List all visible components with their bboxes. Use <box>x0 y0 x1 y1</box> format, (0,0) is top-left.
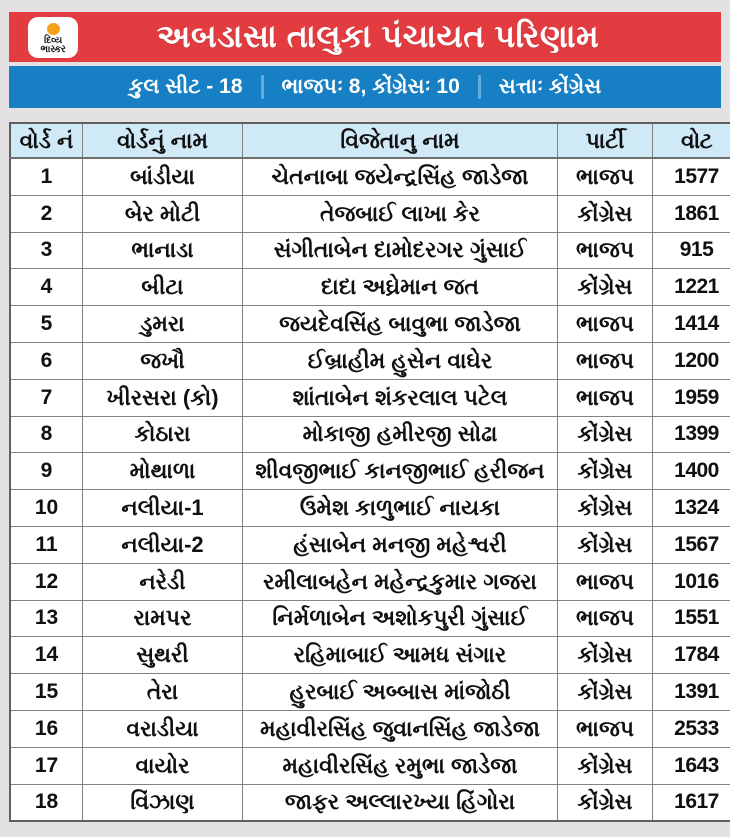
ward-name-cell: વિંઝાણ <box>83 784 243 821</box>
votes-cell: 1200 <box>653 342 730 379</box>
party-cell: કોંગ્રેસ <box>558 416 653 453</box>
table-row <box>10 784 730 821</box>
divider <box>478 75 481 99</box>
sun-icon <box>47 23 60 35</box>
winner-name-cell: નિર્મળાબેન અશોકપુરી ગુંસાઈ <box>243 600 558 637</box>
party-cell: ભાજપ <box>558 379 653 416</box>
party-cell: કોંગ્રેસ <box>558 784 653 821</box>
ward-number-cell: 11 <box>10 526 83 563</box>
table-row <box>10 674 730 711</box>
ward-number-cell: 2 <box>10 195 83 232</box>
votes-cell: 1399 <box>653 416 730 453</box>
votes-cell: 1400 <box>653 453 730 490</box>
party-cell: કોંગ્રેસ <box>558 637 653 674</box>
table-row <box>10 747 730 784</box>
ward-name-cell: મોથાળા <box>83 453 243 490</box>
party-cell: કોંગ્રેસ <box>558 195 653 232</box>
winner-name-cell: રમીલાબહેન મહેન્દ્રકુમાર ગજરા <box>243 563 558 600</box>
votes-cell: 1567 <box>653 526 730 563</box>
ward-name-cell: નલીયા-2 <box>83 526 243 563</box>
col-header-votes: વોટ <box>653 123 730 158</box>
party-cell: ભાજપ <box>558 600 653 637</box>
votes-cell: 1016 <box>653 563 730 600</box>
votes-cell: 1577 <box>653 158 730 195</box>
winner-name-cell: હુરબાઈ અબ્બાસ માંજોઠી <box>243 674 558 711</box>
table-row <box>10 710 730 747</box>
table-row <box>10 526 730 563</box>
ward-number-cell: 18 <box>10 784 83 821</box>
party-cell: કોંગ્રેસ <box>558 526 653 563</box>
col-header-party: પાર્ટી <box>558 123 653 158</box>
table-row <box>10 453 730 490</box>
votes-cell: 1221 <box>653 269 730 306</box>
ward-number-cell: 12 <box>10 563 83 600</box>
ward-number-cell: 15 <box>10 674 83 711</box>
votes-cell: 1643 <box>653 747 730 784</box>
infographic <box>9 12 721 822</box>
winner-name-cell: ઈબ્રાહીમ હુસેન વાઘેર <box>243 342 558 379</box>
table-row <box>10 269 730 306</box>
winner-name-cell: મહાવીરસિંહ રમુભા જાડેજા <box>243 747 558 784</box>
ward-number-cell: 10 <box>10 490 83 527</box>
ward-name-cell: ભાનાડા <box>83 232 243 269</box>
winner-name-cell: રહિમાબાઈ આમધ સંગાર <box>243 637 558 674</box>
ward-name-cell: વાયોર <box>83 747 243 784</box>
ward-number-cell: 5 <box>10 306 83 343</box>
logo-text-line2: ભાસ્કર <box>40 44 66 55</box>
winner-name-cell: દાદા અઘ્રેમાન જત <box>243 269 558 306</box>
votes-cell: 1391 <box>653 674 730 711</box>
winner-name-cell: તેજબાઈ લાખા કેર <box>243 195 558 232</box>
party-cell: કોંગ્રેસ <box>558 269 653 306</box>
party-cell: કોંગ્રેસ <box>558 453 653 490</box>
party-cell: કોંગ્રેસ <box>558 747 653 784</box>
votes-cell: 2533 <box>653 710 730 747</box>
ward-number-cell: 8 <box>10 416 83 453</box>
votes-cell: 1414 <box>653 306 730 343</box>
ward-number-cell: 6 <box>10 342 83 379</box>
ward-number-cell: 7 <box>10 379 83 416</box>
ward-number-cell: 16 <box>10 710 83 747</box>
votes-cell: 1861 <box>653 195 730 232</box>
table-row <box>10 600 730 637</box>
total-seats-label: કુલ સીટ - 18 <box>128 75 243 98</box>
table-row <box>10 379 730 416</box>
ward-name-cell: સુથરી <box>83 637 243 674</box>
winner-name-cell: શાંતાબેન શંકરલાલ પટેલ <box>243 379 558 416</box>
party-cell: ભાજપ <box>558 563 653 600</box>
ward-name-cell: બીટા <box>83 269 243 306</box>
winner-name-cell: સંગીતાબેન દામોદરગર ગુંસાઈ <box>243 232 558 269</box>
results-table <box>9 122 730 822</box>
ward-name-cell: તેરા <box>83 674 243 711</box>
votes-cell: 1551 <box>653 600 730 637</box>
ward-number-cell: 9 <box>10 453 83 490</box>
ward-name-cell: નલીયા-1 <box>83 490 243 527</box>
table-row <box>10 232 730 269</box>
party-cell: કોંગ્રેસ <box>558 674 653 711</box>
logo-text-line1: દિવ્ય <box>44 34 62 46</box>
ward-name-cell: બેર મોટી <box>83 195 243 232</box>
ward-name-cell: નરેડી <box>83 563 243 600</box>
ward-name-cell: બાંડીયા <box>83 158 243 195</box>
party-cell: ભાજપ <box>558 232 653 269</box>
winner-name-cell: મહાવીરસિંહ જુવાનસિંહ જાડેજા <box>243 710 558 747</box>
votes-cell: 1784 <box>653 637 730 674</box>
ward-number-cell: 3 <box>10 232 83 269</box>
col-header-ward-number: વોર્ડ નં <box>10 123 83 158</box>
winner-name-cell: ચેતનાબા જયેન્દ્રસિંહ જાડેજા <box>243 158 558 195</box>
winner-name-cell: હંસાબેન મનજી મહેશ્વરી <box>243 526 558 563</box>
col-header-winner-name: વિજેતાનુ નામ <box>243 123 558 158</box>
table-row <box>10 195 730 232</box>
results-table-header <box>10 123 730 158</box>
table-row <box>10 563 730 600</box>
party-cell: ભાજપ <box>558 158 653 195</box>
ward-number-cell: 1 <box>10 158 83 195</box>
summary-bar <box>9 66 721 108</box>
power-holder-label: સત્તાઃ કોંગ્રેસ <box>498 75 602 98</box>
table-row <box>10 637 730 674</box>
ward-number-cell: 17 <box>10 747 83 784</box>
winner-name-cell: શીવજીભાઈ કાનજીભાઈ હરીજન <box>243 453 558 490</box>
ward-number-cell: 4 <box>10 269 83 306</box>
ward-name-cell: રામપર <box>83 600 243 637</box>
votes-cell: 1959 <box>653 379 730 416</box>
votes-cell: 1617 <box>653 784 730 821</box>
table-row <box>10 306 730 343</box>
table-row <box>10 158 730 195</box>
party-cell: ભાજપ <box>558 342 653 379</box>
ward-name-cell: ખીરસરા (કો) <box>83 379 243 416</box>
divya-bhaskar-logo <box>28 17 78 58</box>
ward-name-cell: કોઠારા <box>83 416 243 453</box>
winner-name-cell: ઉમેશ કાળુભાઈ નાયકા <box>243 490 558 527</box>
votes-cell: 915 <box>653 232 730 269</box>
col-header-ward-name: વોર્ડનું નામ <box>83 123 243 158</box>
votes-cell: 1324 <box>653 490 730 527</box>
ward-number-cell: 13 <box>10 600 83 637</box>
winner-name-cell: જયદેવસિંહ બાવુભા જાડેજા <box>243 306 558 343</box>
party-cell: ભાજપ <box>558 306 653 343</box>
ward-name-cell: જખૌ <box>83 342 243 379</box>
table-row <box>10 342 730 379</box>
table-row <box>10 490 730 527</box>
header-row <box>10 123 730 158</box>
party-tally-label: ભાજપઃ 8, કોંગ્રેસઃ 10 <box>281 75 460 98</box>
page-title: અબડાસા તાલુકા પંચાયત પરિણામ <box>156 18 600 54</box>
winner-name-cell: મોકાજી હમીરજી સોઢા <box>243 416 558 453</box>
party-cell: કોંગ્રેસ <box>558 490 653 527</box>
results-table-body <box>10 158 730 821</box>
ward-name-cell: ડુમરા <box>83 306 243 343</box>
header-bar <box>9 12 721 62</box>
table-row <box>10 416 730 453</box>
ward-number-cell: 14 <box>10 637 83 674</box>
divider <box>261 75 264 99</box>
party-cell: ભાજપ <box>558 710 653 747</box>
winner-name-cell: જાફર અલ્લારખ્યા હિંગોરા <box>243 784 558 821</box>
ward-name-cell: વરાડીયા <box>83 710 243 747</box>
